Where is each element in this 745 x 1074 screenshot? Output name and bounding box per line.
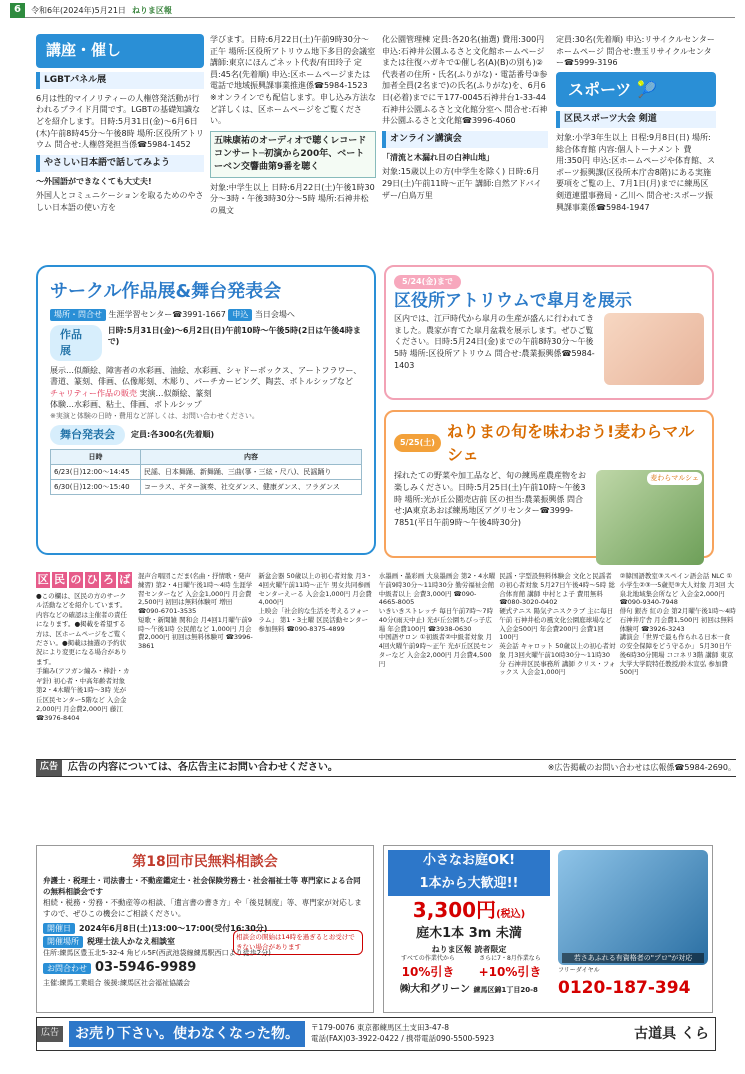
ad2-title1: 小さなお庭OK! [388, 850, 550, 873]
jitsuen: 実演…似顔絵、篆刻 [139, 388, 212, 398]
brand-name: ねりま区報 [131, 5, 172, 15]
page-number: 6 [10, 3, 25, 18]
ad2-text [384, 846, 554, 1012]
satsuki-title: 区役所アトリウムで皐月を展示 [394, 290, 632, 311]
ad1-line2: 相続・税務・労務・不動産等の相談、「遺言書の書き方」や「後見制度」等、専門家が対応しますので、ぜひこの機会にご相談ください。 [43, 898, 362, 918]
stage-label: 舞台発表会 [50, 425, 125, 445]
record-body: 対象:中学生以上 日時:6月22日(土)午後1時30分～3時・午後3時30分～5時 場所:石神井松の風文 [210, 182, 375, 216]
satsuki-photo [604, 313, 704, 385]
ad-notice-note: ※広告掲載のお問い合わせは広報係☎5984-2690。 [547, 763, 736, 773]
ad2-price [388, 896, 550, 925]
yasashii-body: 外国人とコミュニケーションを取るためのやさしい日本語の使い方を [36, 191, 204, 212]
off-note-1: すべての作業代から [401, 955, 455, 963]
ad2-company [388, 983, 550, 998]
sports-title [556, 72, 716, 107]
tennis-racket-icon: 🎾 [636, 79, 657, 99]
hiroba-char: の [70, 573, 82, 586]
marche-title: ねりまの旬を味わおう!麦わらマルシェ [446, 422, 695, 465]
photo-caption: 若さあふれる有資格者の"プロ"が対応 [562, 953, 704, 963]
apply-tag: 申込 [228, 309, 252, 321]
hiroba-entry: 講演会「世界で最も作られる日本一食の安全保障をどう守るか」 5月30日午後6時30分開場 ココネリ3階 講師 東京大学大学院特任教授/鈴木宣弘 参加費500円 [619, 633, 734, 677]
marche-photo [596, 470, 704, 565]
hiroba-intro [36, 572, 132, 754]
exhibits: 展示…似顔絵、障害者の水彩画、油絵、水彩画、シャドーボックス、アートフラワー、書道、篆刻、俳画、仏像彫刻、木彫り、パーチカービング、陶芸、ボトルシップなど [50, 365, 362, 387]
hiroba-col [379, 572, 495, 754]
satsuki-body: 区内では、江戸時代から皐月の生産が盛んに行われてきました。農家が育てた皐月盆栽を展示します。ぜひご覧ください。日時:5月24日(金)までの午前8時30分～午後5時 場所:区役所アトリウム 問合せ:農業振興係☎5984-1403 [394, 314, 595, 370]
ad3-contact [311, 1023, 494, 1045]
off-note-2: さらに7・8月作業なら [479, 955, 541, 963]
stage-schedule-table [50, 449, 362, 495]
ad1-venue: 税理士法人かなえ相談室 [87, 937, 175, 947]
satsuki-date: 5/24(金)まで [394, 275, 461, 289]
hiroba-entry: ②韓国語教室③スペイン語会話 NLC ①小学生②③一5歳児③大人対象 月3回 大泉北地域集会所など 入会金2,000円 ☎090-9340-7948 [619, 572, 734, 607]
ad3-addr: 〒179-0076 東京都練馬区土支田3-47-8 [311, 1023, 450, 1033]
works-date: 日時:5月31日(金)～6月2日(日)午前10時～午後5時(2日は午後4時まで) [107, 325, 361, 347]
place-tag: 場所・問合せ [50, 309, 106, 321]
column-1 [36, 34, 204, 217]
company-addr: 練馬区錦1丁目20-8 [473, 986, 538, 995]
marche-body: 採れたての野菜や加工品など、旬の練馬産農産物をお楽しみください。日時:5月25日(土)午前10時～午後3時 場所:光が丘公園売店前 区の担当:農業振興係 問合せ:JA東京あおば練馬地区アグリセンター☎3999-7851(平日午前9時～午後4時30分) [394, 471, 586, 527]
table-row [51, 465, 362, 480]
ad1-phone: 03-5946-9989 [95, 959, 197, 975]
lgbt-title: LGBTパネル展 [36, 72, 204, 89]
hiroba-entry: 混声合唱団こだま(名曲・抒情歌・発声練習) 第2・4日曜午後1時～4時 生涯学習センターなど 入会金1,000円 月会費2,500円 初回は無料体験可 増田☎090-6701-3535 [138, 572, 253, 616]
hiroba-col [620, 572, 736, 754]
hiroba-entry: 水墨画・墨彩画 大泉墨画会 第2・4水曜午前9時30分～11時30分 勤労福祉会館 中級者以上 会費3,000円 ☎090-4665-8005 [378, 572, 496, 607]
ad3-label: 広告 [37, 1026, 63, 1041]
marche-badge: 麦わらマルシェ [647, 472, 702, 484]
ad1-org: 主催:練馬工業組合 後援:練馬区社会福祉協議会 [43, 978, 190, 987]
off-2: +10%引き [478, 964, 542, 979]
column-4 [556, 34, 716, 216]
sports-title-text: スポーツ [568, 79, 632, 99]
hiroba-notes: ●この欄は、区民の方のサークル活動などを紹介しています。内容などの確認は主催者の責任になります。●掲載を希望する方は、区ホームページをご覧ください。●掲載は抽選の予約状況により変更になる場合があります。 [36, 591, 127, 666]
price-tax: (税込) [496, 908, 526, 920]
hiroba-entry: いきいきストレッチ 毎日午前7時～7時40分(雨天中止) 光が丘公園ちびっ子広場 年会費100円 ☎3938-0630 [378, 607, 494, 633]
hiroba-col [138, 572, 254, 754]
circle-title: サークル作品展&舞台発表会 [50, 281, 282, 302]
ad2-off-notes [388, 955, 550, 964]
section-title: 講座・催し [36, 34, 204, 68]
hiroba-entry: 中国語サロン ①初級者②中級者対象 月4回火曜午前9時～正午 光が丘区民センターなど 入会金2,000円 月会費4,500円 [378, 633, 494, 668]
place-text: 生涯学習センター☎3991-1667 [108, 310, 226, 320]
ad3-catch: お売り下さい。使わなくなった物。 [69, 1021, 305, 1047]
column-2 [210, 34, 376, 220]
charity: チャリティー作品の販売 [50, 388, 137, 398]
ad-label: 広告 [36, 760, 62, 775]
contact-label: お問合わせ [43, 963, 91, 975]
off-1: 10%引き [401, 964, 455, 979]
hiroba-title [36, 572, 132, 588]
circle-exhibition-box [36, 265, 376, 555]
marche-date: 5/25(土) [394, 434, 441, 452]
ad1-note: 相談会の開始は14時を過ぎるとお受けできない場合があります [233, 930, 363, 955]
circle-note: ※実演と体験の日時・費用など詳しくは、お問い合わせください。 [50, 411, 259, 420]
row1-content: 民謡、日本舞踊、新舞踊、三曲(箏・三絃・尺八)、民謡踊り [140, 465, 361, 480]
ad-consultation [36, 845, 374, 1013]
lgbt-body: 6月は性的マイノリティーの人権啓発活動が行われるプライド月間です。LGBTの基礎知識などを紹介します。日時:5月31日(金)～6月6日(木)午前8時45分～午後8時 場所:区役所アトリウム 問合せ:人権啓発担当係☎5984-1452 [36, 93, 204, 150]
works-label: 作品展 [50, 325, 102, 361]
hiroba-entry: 短歌・新聞雑 関和会 月4回1月曜午前9時～午後1時 公民館など 1,000円 月会費2,000円 初回は無料体験可 ☎3996-3861 [138, 615, 253, 651]
online-body: 対象:15歳以上の方(中学生を除く) 日時:6月29日(土)午前11時～正午 講師:自然アドバイザー/白鳥万里 [382, 167, 542, 200]
hiroba-entry: 英会話 キャロット 50歳以上の初心者対象 月3回火曜午前10時30分～11時30分 石神井区民事務所 講師 クリス・フォックス 入会金1,000円 [499, 642, 616, 677]
hiroba-entry: 上映会「社会的な生活を考えるフォーラム」 第1・3土曜 区民活動センター 参加無料 ☎090-8375-4899 [258, 607, 369, 633]
hiroba-char: ひ [86, 573, 98, 586]
col2-body: 学びます。日時:6月22日(土)午前9時30分～正午 場所:区役所アトリウム地下多目的会議室 講師:東京にほんごネット代表/有田玲子 定員:45名(先着順) 申込:区ホームページまたは電話で地域振興課事業推進係☎5984-1523 ※オンラインでも配信します。申し込み方法など詳しくは、区ホームページをご覧ください。 [210, 35, 376, 126]
ad-kura [36, 1017, 716, 1051]
sports-body: 対象:小学3年生以上 日程:9月8日(日) 場所:総合体育館 内容:個人トーナメント 費用:350円 申込:区ホームページや体育館、スポーツ振興課(区役所本庁舎8階)にある実施要項をご覧の上、7月1日(月)までに練馬区剣道連盟事務局・乙川へ 問合せ:スポーツ振興課事業係☎5984-1947 [556, 133, 716, 212]
ad-notice-bar [36, 759, 736, 777]
company: ㈱大和グリーン [400, 984, 470, 996]
ad2-spec: 庭木1本 3m 未満 [416, 925, 522, 941]
issue-date: 令和6年(2024年)5月21日 [30, 5, 126, 15]
hiroba-col [258, 572, 374, 754]
ad2-offs [388, 964, 550, 981]
venue-label: 開催場所 [43, 936, 83, 948]
ad3-tel: 電話(FAX)03-3922-0422 / 携帯電話090-5500-5923 [311, 1034, 495, 1043]
ad1-title: 第18回市民無料相談会 [132, 854, 278, 870]
ad3-name: 古道具 くら [634, 1025, 709, 1042]
page-header [10, 4, 735, 18]
ad1-address: 住所:練馬区豊玉北5-32-4 角ビル5F(西武池袋線練馬駅西口より徒歩2分) [43, 948, 271, 957]
hiroba-entry: 手編み(アフガン編み・棒針・カギ針) 初心者・中高年齢者対象 第2・4木曜午後1時～3時 光が丘区民センター5階など 入会金2,000円 月会費2,000円 藤江☎3976-8404 [36, 667, 130, 723]
ad2-title2: 1本から大歓迎!! [388, 873, 550, 896]
online-sub: 「清流と木漏れ日の白神山地」 [382, 152, 494, 162]
ad-notice-text: 広告の内容については、各広告主にお問い合わせください。 [68, 761, 338, 773]
col3-body: 化公園管理棟 定員:各20名(抽選) 費用:300円 申込:石神井公園ふるさと文化館ホームページまたは往復ハガキで①催し名(A)(B)の別も)②代表者の住所・氏名(ふりがな)・電話番号③参加者全員(2名まで)の氏名(ふりがな)を、6月6日(必着)までに〒177-0045石神井台1-33-44石神井公園ふるさと文化館分室へ 問合せ:石神井公園ふるさと文化館☎3996-4060 [382, 35, 548, 126]
yasashii-title: やさしい日本語で話してみよう [36, 155, 204, 172]
taiken: 体験…水彩画、粘土、俳画、ボトルシップ [50, 400, 202, 410]
hiroba-entry: 民謡・字型設無料体験会 文化と民謡者の初心者対象 5月27日午後4時～5時 総合体育館 講師 中村とよ子 費用無料 ☎080-3020-0402 [499, 572, 615, 607]
row2-date: 6/30(日)12:00～15:40 [51, 480, 141, 495]
staff-photo [558, 850, 708, 965]
row1-date: 6/23(日)12:00～14:45 [51, 465, 141, 480]
col4-body: 定員:30名(先着順) 申込:リサイクルセンターホームページ 問合せ:豊玉リサイクルセンター☎5999-3196 [556, 35, 715, 68]
table-header-row [51, 450, 362, 465]
marche-box [384, 410, 714, 558]
date-label: 開催日 [43, 923, 75, 935]
ad-garden [383, 845, 713, 1013]
th-date: 日時 [51, 450, 141, 465]
apply-text: 当日会場へ [254, 310, 295, 320]
hiroba-section [36, 572, 736, 754]
column-3 [382, 34, 548, 204]
hiroba-col [499, 572, 615, 754]
ad1-line1: 弁護士・税理士・司法書士・不動産鑑定士・社会保険労務士・社会福祉士等 専門家による合同の無料相談会です [43, 876, 361, 897]
free-dial-label: フリーダイヤル [558, 967, 600, 974]
ad2-reader: ねりま区報 読者限定 [431, 944, 507, 954]
price: 3,300円 [412, 897, 497, 922]
ad2-phone: 0120-187-394 [558, 977, 691, 998]
hiroba-char: 区 [37, 573, 49, 586]
hiroba-char: ろ [102, 573, 114, 586]
satsuki-box [384, 265, 714, 400]
hiroba-char: ば [119, 573, 131, 586]
hiroba-entry: 俳句 銀杏 紅の会 第2月曜午後1時～4時 石神井庁舎 月会費1,500円 初回は無料体験可 ☎3926-3243 [619, 607, 736, 633]
table-row [51, 480, 362, 495]
ad1-date: 2024年6月8日(土)13:00～17:00(受付16:30分) [79, 923, 268, 933]
stage-cap: 定員:各300名(先着順) [131, 430, 215, 440]
record-title: 五味康祐のオーディオで聴くレコードコンサート─初演から200年、ベートーベン交響曲第9番を聴く [210, 131, 376, 178]
yasashii-sub: ～外国語ができなくても大丈夫! [36, 176, 152, 186]
charity-jitsuen [50, 388, 362, 400]
online-title: オンライン講演会 [382, 131, 548, 148]
hiroba-char: 民 [53, 573, 65, 586]
sports-event: 区民スポーツ大会 剣道 [556, 111, 716, 128]
th-content: 内容 [140, 450, 361, 465]
hiroba-entry: 硬式テニス 陽気テニスクラブ 主に毎日午前 石神井松の風文化公園庭球場など 入会金500円 年会費200円 会費1回100円 [499, 607, 614, 642]
hiroba-entry: 新盆会器 50歳以上の初心者対象 月3・4回火曜午前11時～正午 男女共同参画センターえーる 入会金1,000円 月会費4,000円 [258, 572, 373, 607]
hiroba-grid [138, 572, 736, 754]
row2-content: コーラス、ギター演奏、社交ダンス、健康ダンス、フラダンス [140, 480, 361, 495]
ad2-photo-area [554, 846, 712, 1012]
